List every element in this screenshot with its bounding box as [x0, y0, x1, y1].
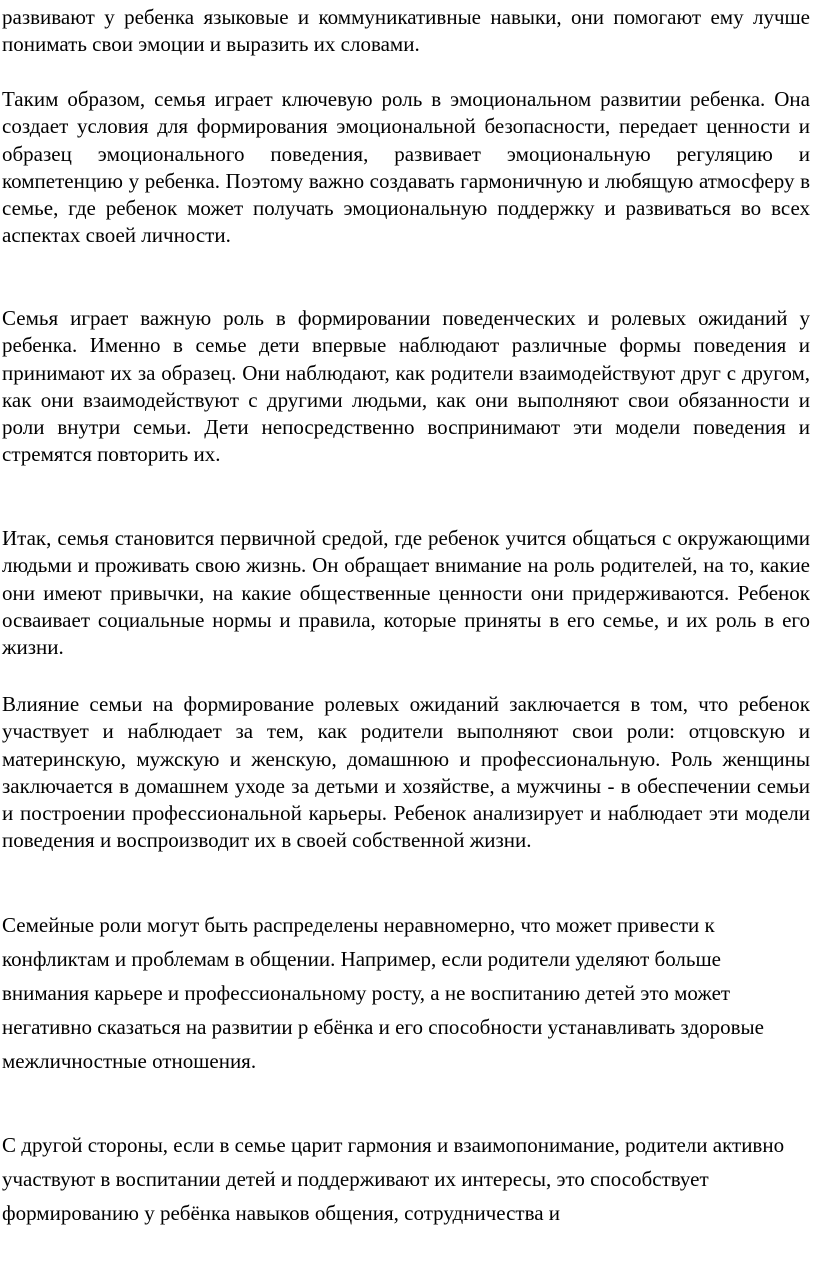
- paragraph-5: Влияние семьи на формирование ролевых ожиданий заключается в том, что ребенок участвует и наблюдает за тем, как родители выполняют свои роли: отцовскую и материнскую, мужскую и женскую, домашнюю и профессиональную. Роль женщины заключается в домашнем уходе за детьми и хозяйстве, а мужчины - в обеспечении семьи и построении профессиональной карьеры. Ребенок анализирует и наблюдает эти модели поведения и воспроизводит их в своей собственной жизни.: [2, 692, 810, 853]
- paragraph-7: С другой стороны, если в семье царит гармония и взаимопонимание, родители активно участвуют в воспитании детей и поддерживают их интересы, это способствует формированию у ребёнка навыков общения, сотрудничества и: [2, 1133, 785, 1225]
- paragraph-1: развивают у ребенка языковые и коммуникативные навыки, они помогают ему лучше понимать свои эмоции и выразить их словами.: [2, 5, 810, 57]
- paragraph-4: Итак, семья становится первичной средой, где ребенок учится общаться с окружающими людьми и проживать свою жизнь. Он обращает внимание на роль родителей, на то, какие они имеют привычки, на какие общественные ценности они придерживаются. Ребенок осваивает социальные нормы и правила, которые приняты в его семье, и их роль в его жизни.: [2, 526, 810, 660]
- paragraph-2: Таким образом, семья играет ключевую роль в эмоциональном развитии ребенка. Она создает условия для формирования эмоциональной безопасности, передает ценности и образец эмоционального поведения, развивает эмоциональную регуляцию и компетенцию у ребенка. Поэтому важно создавать гармоничную и любящую атмосферу в семье, где ребенок может получать эмоциональную поддержку и развиваться во всех аспектах своей личности.: [2, 87, 810, 248]
- paragraph-3: Семья играет важную роль в формировании поведенческих и ролевых ожиданий у ребенка. Именно в семье дети впервые наблюдают различные формы поведения и принимают их за образец. Они наблюдают, как родители взаимодействуют друг с другом, как они взаимодействуют с другими людьми, как они выполняют свои обязанности и роли внутри семьи. Дети непосредственно воспринимают эти модели поведения и стремятся повторить их.: [2, 306, 810, 467]
- paragraph-6: Семейные роли могут быть распределены неравномерно, что может привести к конфликтам и проблемам в общении. Например, если родители уделяют больше внимания карьере и профессиональному росту, а не воспитанию детей это может негативно сказаться на развитии р ебёнка и его способности устанавливать здоровые межличностные отношения.: [2, 913, 764, 1073]
